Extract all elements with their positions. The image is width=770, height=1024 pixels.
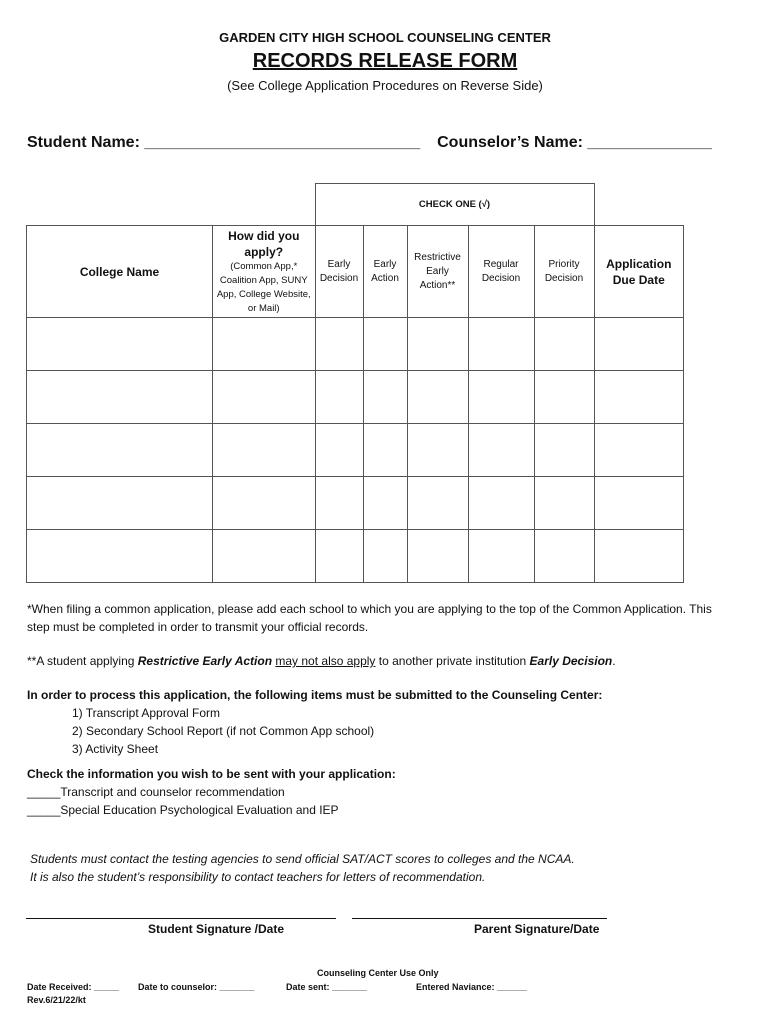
college-name-header: College Name: [27, 226, 213, 318]
form-title: RECORDS RELEASE FORM: [252, 50, 518, 72]
parent-signature-line[interactable]: [352, 918, 607, 919]
rea-prefix: **A student applying: [27, 654, 138, 668]
check-cell[interactable]: [468, 424, 534, 477]
college-name-cell[interactable]: [27, 318, 213, 371]
table-row: [27, 371, 684, 424]
common-app-note: *When filing a common application, please add each school to which you are applying to the top of the Common Application. This step must be completed in order to transmit your official records.: [27, 602, 712, 634]
date-received-field[interactable]: Date Received: _____: [27, 982, 120, 992]
due-date-cell[interactable]: [594, 530, 684, 583]
school-name: GARDEN CITY HIGH SCHOOL COUNSELING CENTER: [219, 30, 551, 45]
form-subtitle: (See College Application Procedures on Reverse Side): [227, 78, 543, 93]
testing-notice: [30, 850, 730, 886]
check-cell[interactable]: [407, 477, 468, 530]
student-name-field[interactable]: Student Name: _______________________________: [27, 134, 421, 151]
how-applied-cell[interactable]: [213, 530, 316, 583]
rea-bold-2: Early Decision: [529, 654, 613, 668]
check-cell[interactable]: [407, 530, 468, 583]
due-date-cell[interactable]: [594, 477, 684, 530]
table-row: [27, 318, 684, 371]
college-name-cell[interactable]: [27, 477, 213, 530]
due-date-header: Application Due Date: [594, 226, 684, 318]
rea-mid: to another private institution: [375, 654, 530, 668]
how-applied-cell[interactable]: [213, 477, 316, 530]
check-cell[interactable]: [363, 371, 407, 424]
college-table: [26, 183, 684, 583]
process-heading: In order to process this application, the following items must be submitted to the Counseling Center:: [27, 688, 603, 702]
special-ed-option[interactable]: _____Special Education Psychological Evaluation and IEP: [27, 803, 339, 817]
due-date-cell[interactable]: [594, 371, 684, 424]
check-cell[interactable]: [534, 371, 594, 424]
check-cell[interactable]: [407, 424, 468, 477]
check-cell[interactable]: [534, 318, 594, 371]
how-applied-cell[interactable]: [213, 371, 316, 424]
check-cell[interactable]: [315, 318, 363, 371]
table-row: [27, 477, 684, 530]
process-section: [27, 686, 727, 758]
college-name-cell[interactable]: [27, 530, 213, 583]
check-cell[interactable]: [363, 530, 407, 583]
check-cell[interactable]: [407, 371, 468, 424]
how-applied-cell[interactable]: [213, 318, 316, 371]
restrictive-early-action-note: [27, 652, 727, 670]
check-one-header: CHECK ONE (√): [315, 184, 594, 226]
college-name-cell[interactable]: [27, 371, 213, 424]
entered-naviance-field[interactable]: Entered Naviance: ______: [416, 982, 528, 992]
counselor-name-field[interactable]: Counselor’s Name: ______________: [437, 134, 712, 151]
notice-line-2: It is also the student’s responsibility to contact teachers for letters of recommendation.: [30, 870, 486, 884]
check-cell[interactable]: [468, 477, 534, 530]
student-signature-label: Student Signature /Date: [148, 922, 285, 936]
check-cell[interactable]: [534, 477, 594, 530]
check-section: [27, 765, 727, 819]
check-cell[interactable]: [363, 477, 407, 530]
check-heading: Check the information you wish to be sent with your application:: [27, 767, 396, 781]
early-action-header: Early Action: [363, 226, 407, 318]
student-signature-line[interactable]: [26, 918, 336, 919]
transcript-option[interactable]: _____Transcript and counselor recommendation: [27, 785, 285, 799]
check-cell[interactable]: [315, 371, 363, 424]
rea-bold: Restrictive Early Action: [137, 654, 273, 668]
rea-end: .: [612, 654, 616, 668]
check-cell[interactable]: [315, 424, 363, 477]
check-cell[interactable]: [468, 530, 534, 583]
list-item: 1) Transcript Approval Form: [72, 706, 221, 720]
priority-decision-header: Priority Decision: [534, 226, 594, 318]
check-cell[interactable]: [315, 477, 363, 530]
regular-decision-header: Regular Decision: [468, 226, 534, 318]
list-item: 2) Secondary School Report (if not Common App school): [72, 724, 375, 738]
check-cell[interactable]: [468, 371, 534, 424]
table-row: [27, 530, 684, 583]
check-cell[interactable]: [363, 318, 407, 371]
rea-underline: may not also apply: [275, 654, 376, 668]
check-cell[interactable]: [468, 318, 534, 371]
early-decision-header: Early Decision: [315, 226, 363, 318]
office-use-label: Counseling Center Use Only: [317, 968, 439, 978]
check-cell[interactable]: [534, 424, 594, 477]
due-date-cell[interactable]: [594, 318, 684, 371]
how-applied-options: (Common App,* Coalition App, SUNY App, College Website, or Mail): [216, 260, 311, 314]
check-cell[interactable]: [407, 318, 468, 371]
table-row: [27, 424, 684, 477]
how-applied-header: [213, 226, 316, 318]
check-cell[interactable]: [534, 530, 594, 583]
name-fields: [27, 134, 712, 152]
revision-label: Rev.6/21/22/kt: [27, 995, 86, 1005]
date-sent-field[interactable]: Date sent: _______: [286, 982, 368, 992]
due-date-cell[interactable]: [594, 424, 684, 477]
parent-signature-label: Parent Signature/Date: [474, 922, 600, 936]
list-item: 3) Activity Sheet: [72, 742, 159, 756]
how-applied-cell[interactable]: [213, 424, 316, 477]
check-cell[interactable]: [315, 530, 363, 583]
restrictive-early-action-header: Restrictive Early Action**: [407, 226, 468, 318]
notice-line-1: Students must contact the testing agencies to send official SAT/ACT scores to colleges and the NCAA.: [30, 852, 575, 866]
college-name-cell[interactable]: [27, 424, 213, 477]
check-cell[interactable]: [363, 424, 407, 477]
date-to-counselor-field[interactable]: Date to counselor: _______: [138, 982, 255, 992]
how-applied-title: How did you apply?: [228, 228, 300, 259]
